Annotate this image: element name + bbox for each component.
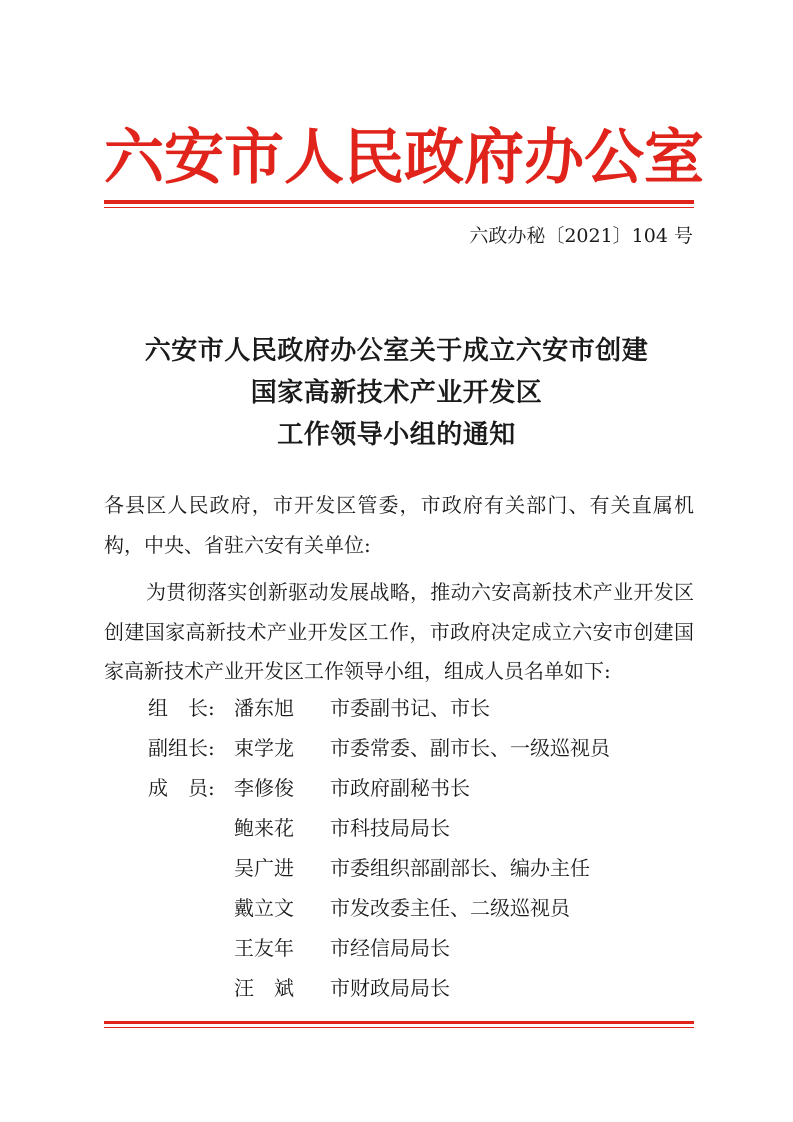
member-position: 市发改委主任、二级巡视员 xyxy=(330,896,570,920)
document-title xyxy=(80,330,713,456)
masthead-red-rule-thick xyxy=(104,200,694,204)
member-position: 市经信局局长 xyxy=(330,936,450,960)
member-position: 市科技局局长 xyxy=(330,816,450,840)
member-name: 李修俊 xyxy=(234,776,294,800)
body-paragraph: 为贯彻落实创新驱动发展战略，推动六安高新技术产业开发区创建国家高新技术产业开发区工作，市政府决定成立六安市创建国家高新技术产业开发区工作领导小组，组成人员名单如下: xyxy=(104,580,694,683)
masthead-red-rule-thin xyxy=(104,207,694,208)
member-position: 市委副书记、市长 xyxy=(330,696,490,720)
title-line: 六安市人民政府办公室关于成立六安市创建 xyxy=(144,336,649,366)
masthead-char: 办 xyxy=(524,123,584,193)
member-role: 成 员: xyxy=(148,776,215,800)
member-role: 组 长: xyxy=(148,696,215,720)
member-name: 汪 斌 xyxy=(234,976,294,1000)
masthead-char: 六 xyxy=(104,123,164,193)
addressee-paragraph: 各县区人民政府，市开发区管委，市政府有关部门、有关直属机构，中央、省驻六安有关单位: xyxy=(104,493,694,557)
masthead-char: 民 xyxy=(344,123,404,193)
member-name: 潘东旭 xyxy=(234,696,294,720)
member-position: 市财政局局长 xyxy=(330,976,450,1000)
member-role: 副组长: xyxy=(148,736,215,760)
member-position: 市委组织部副部长、编办主任 xyxy=(330,856,590,880)
member-position: 市政府副秘书长 xyxy=(330,776,470,800)
masthead-char: 安 xyxy=(164,123,224,193)
member-name: 戴立文 xyxy=(234,896,294,920)
member-name: 鲍来花 xyxy=(234,816,294,840)
masthead-char: 政 xyxy=(404,123,464,193)
masthead-char: 府 xyxy=(464,123,524,193)
member-name: 王友年 xyxy=(234,936,294,960)
masthead-char: 室 xyxy=(644,123,704,193)
footer-red-rule-thick xyxy=(104,1021,694,1024)
masthead-title xyxy=(104,118,704,198)
masthead-char: 人 xyxy=(284,123,344,193)
title-line: 国家高新技术产业开发区 xyxy=(250,378,543,408)
member-name: 束学龙 xyxy=(234,736,294,760)
masthead-char: 市 xyxy=(224,123,284,193)
title-line: 工作领导小组的通知 xyxy=(277,420,516,450)
masthead-char: 公 xyxy=(584,123,644,193)
member-position: 市委常委、副市长、一级巡视员 xyxy=(330,736,610,760)
document-number: 六政办秘〔2021〕104 号 xyxy=(469,225,693,247)
member-name: 吴广进 xyxy=(234,856,294,880)
footer-red-rule-thin xyxy=(104,1027,694,1028)
